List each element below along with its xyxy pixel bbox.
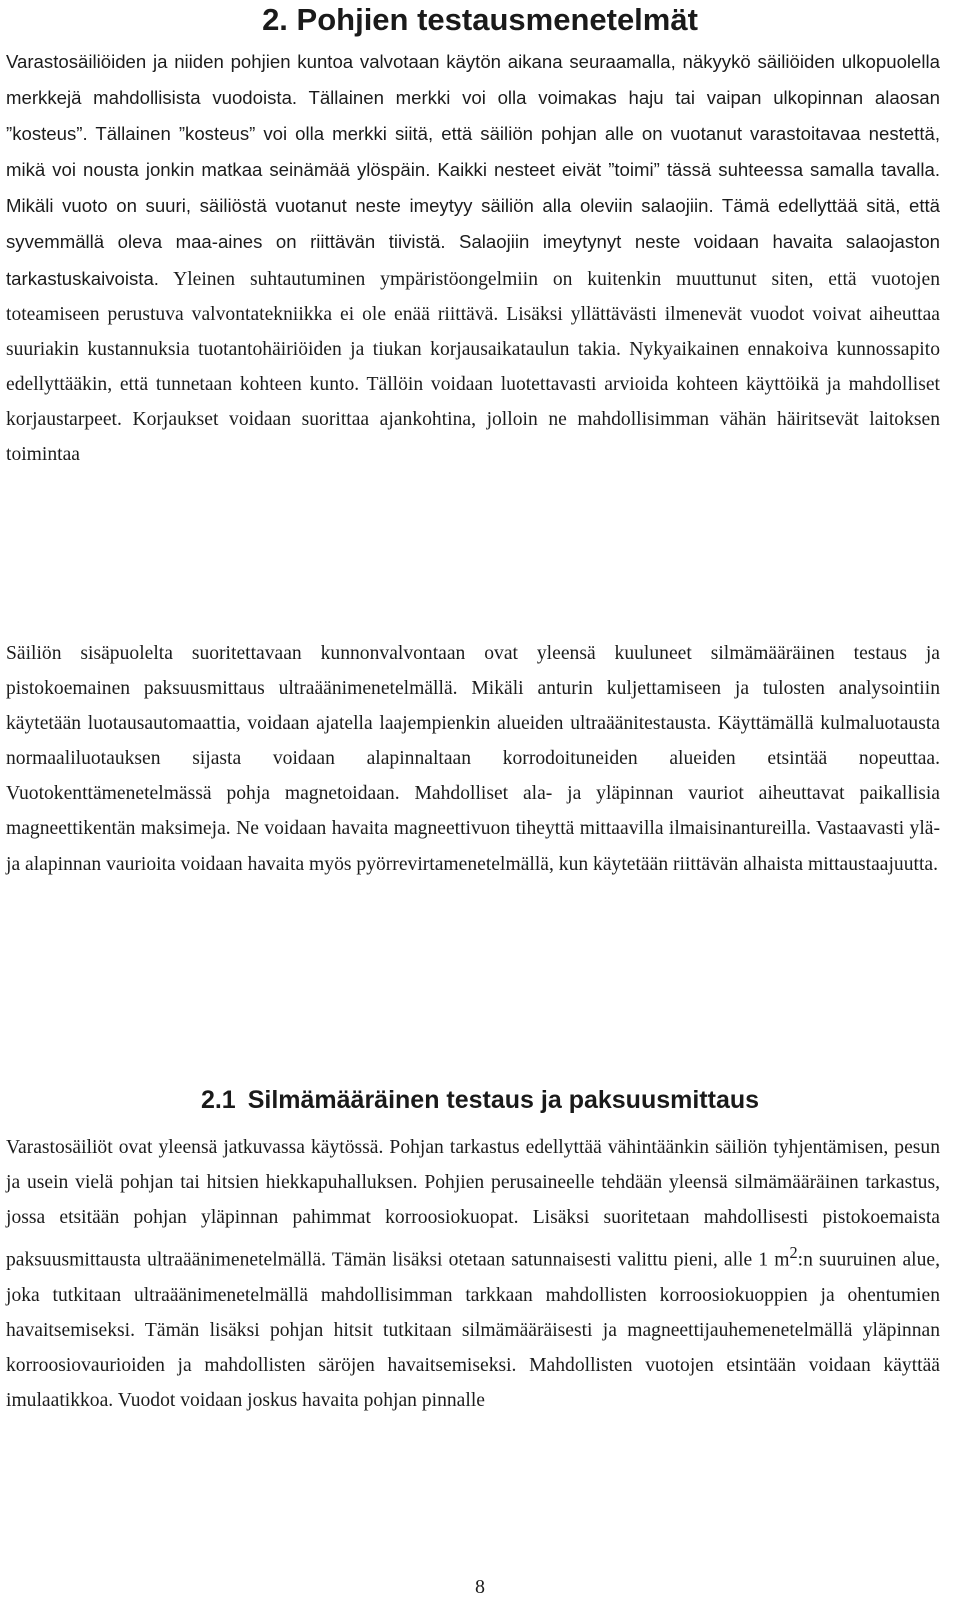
- section-number: 2.1: [200, 1086, 236, 1114]
- chapter-paragraph-2: Säiliön sisäpuolelta suoritettavaan kunnonvalvontaan ovat yleensä kuuluneet silmämääräinen testaus ja pistokoemainen paksuusmittaus ultraäänimenetelmällä. Mikäli anturin kuljettamiseen ja tulosten analysointiin käytetään luotausautomaattia, voidaan ajatella laajempienkin alueiden ultraäänitestausta. Käyttämällä kulmaluotausta normaaliluotauksen sijasta voidaan alapinnaltaan korrodoituneiden alueiden etsintää nopeuttaa. Vuotokenttämenetelmässä pohja magnetoidaan. Mahdolliset ala- ja yläpinnan vauriot aiheuttavat paikallisia magneettikentän maksimeja. Ne voidaan havaita magneettivuon tiheyttä mittaavilla ilmaisinantureilla. Vastaavasti ylä- ja alapinnan vaurioita voidaan havaita myös pyörrevirtamenetelmällä, kun käytetään riittävän alhaista mittaustaajuutta.: [6, 643, 940, 875]
- section-paragraph-part-2: :n suuruinen alue, joka tutkitaan ultraäänimenetelmällä mahdollisimman tarkkaan mahdollisten korroosiokuoppien ja ohentumien havaitsemiseksi. Tämän lisäksi pohjan hitsit tutkitaan silmämääräisesti ja magneettijauhemenetelmällä yläpinnan korroosiovaurioiden ja mahdollisten säröjen havaitsemiseksi. Mahdollisten vuotojen etsintään voidaan käyttää imulaatikkoa. Vuodot voidaan joskus havaita pohjan pinnalle: [6, 1249, 940, 1412]
- section-paragraph: [6, 1130, 940, 1418]
- chapter-paragraph-1: [6, 44, 940, 472]
- page-number: 8: [475, 1576, 485, 1598]
- paragraph-1-sans-text: Varastosäiliöiden ja niiden pohjien kuntoa valvotaan käytön aikana seuraamalla, näkyykö säiliöiden ulkopuolella merkkejä mahdollisista vuodoista. Tällainen merkki voi olla voimakas haju tai vaipan ulkopinnan alaosan ”kosteus”. Tällainen ”kosteus” voi olla merkki siitä, että säiliön pohjan alle on vuotanut varastoitavaa nestettä, mikä voi nousta jonkin matkaa seinämää ylöspäin. Kaikki nesteet eivät ”toimi” tässä suhteessa samalla tavalla. Mikäli vuoto on suuri, säiliöstä vuotanut neste imeytyy säiliön alla oleviin salaojiin. Tämä edellyttää sitä, että syvemmällä oleva maa-aines on riittävän tiivistä. Salaojiin imeytynyt neste voidaan havaita salaojaston tarkastuskaivoista.: [6, 51, 940, 289]
- section-title: Silmämääräinen testaus ja paksuusmittaus: [247, 1086, 760, 1114]
- section-heading: [0, 1084, 960, 1116]
- chapter-title: 2. Pohjien testausmenetelmät: [262, 2, 698, 37]
- superscript-exponent: 2: [789, 1243, 798, 1263]
- paragraph-1-serif-text: Yleinen suhtautuminen ympäristöongelmiin on kuitenkin muuttunut siten, että vuotojen toteamiseen perustuva valvontatekniikka ei ole enää riittävä. Lisäksi yllättävästi ilmenevät vuodot voivat aiheuttaa suuriakin kustannuksia tuotantohäiriöiden ja tiukan korjausaikataulun takia. Nykyaikainen ennakoiva kunnossapito edellyttääkin, että tunnetaan kohteen kunto. Tällöin voidaan luotettavasti arvioida kohteen käyttöikä ja mahdolliset korjaustarpeet. Korjaukset voidaan suorittaa ajankohtina, jolloin ne mahdollisimman vähän häiritsevät laitoksen toimintaa: [6, 268, 940, 466]
- section-paragraph-part-1: Varastosäiliöt ovat yleensä jatkuvassa käytössä. Pohjan tarkastus edellyttää vähintäänkin säiliön tyhjentämisen, pesun ja usein vielä pohjan tai hitsien hiekkapuhalluksen. Pohjien perusaineelle tehdään yleensä silmämääräinen tarkastus, jossa etsitään pohjan yläpinnan pahimmat korroosiokuopat. Lisäksi suoritetaan mahdollisesti pistokoemaista paksuusmittausta ultraäänimenetelmällä. Tämän lisäksi otetaan satunnaisesti valittu pieni, alle 1 m: [6, 1137, 940, 1271]
